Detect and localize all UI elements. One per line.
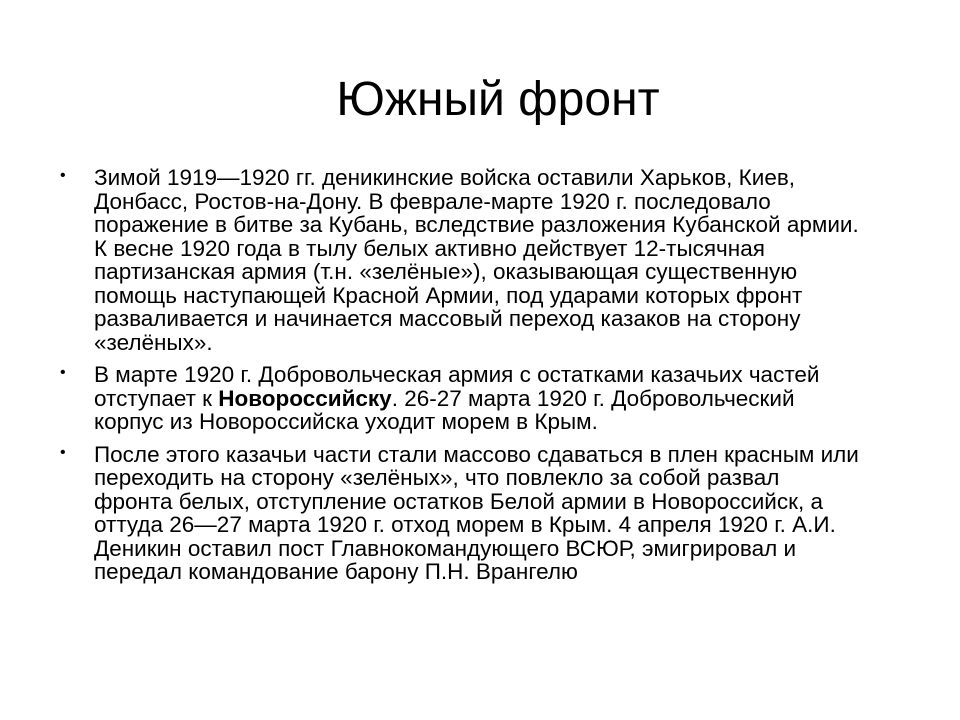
bullet-item-2 (60, 363, 860, 434)
slide-title: Южный фронт (336, 73, 660, 126)
bullet-text (94, 362, 819, 434)
bullet-icon: • (60, 364, 66, 381)
bullet-text-part: В марте 1920 г. Добровольческая армия с остатками казачьих частей отступает к (94, 362, 820, 411)
bullet-item-3 (60, 443, 860, 584)
bullet-text-part: . 26-27 марта 1920 г. Добровольческий корпус из Новороссийска уходит морем в Крым. (94, 385, 795, 434)
bullet-text: После этого казачьи части стали массово сдаваться в плен красным или переходить на сторону «зелёных», что повлекло за собой развал фронта белых, отступление остатков Белой армии в Новороссийск, а оттуда 26—27 марта 1920 г. отход морем в Крым. 4 апреля 1920 г. А.И. Деникин оставил пост Главнокомандующего ВСЮР, эмигрировал и передал командование барону П.Н. Врангелю (94, 441, 859, 584)
bullet-text: Зимой 1919—1920 гг. деникинские войска оставили Харьков, Киев, Донбасс, Ростов-на-Дону. В феврале-марте 1920 г. последовало поражение в битве за Кубань, вследствие разложения Кубанской армии. К весне 1920 года в тылу белых активно действует 12-тысячная партизанская армия (т.н. «зелёные»), оказывающая существенную помощь наступающей Красной Армии, под ударами которых фронт разваливается и начинается массовый переход казаков на сторону «зелёных». (94, 165, 859, 355)
bullet-text-bold: Новороссийску (218, 385, 392, 411)
bullet-item-1 (60, 166, 860, 354)
bullet-icon: • (60, 167, 66, 184)
bullet-icon: • (60, 443, 66, 461)
bullet-list (60, 166, 860, 593)
